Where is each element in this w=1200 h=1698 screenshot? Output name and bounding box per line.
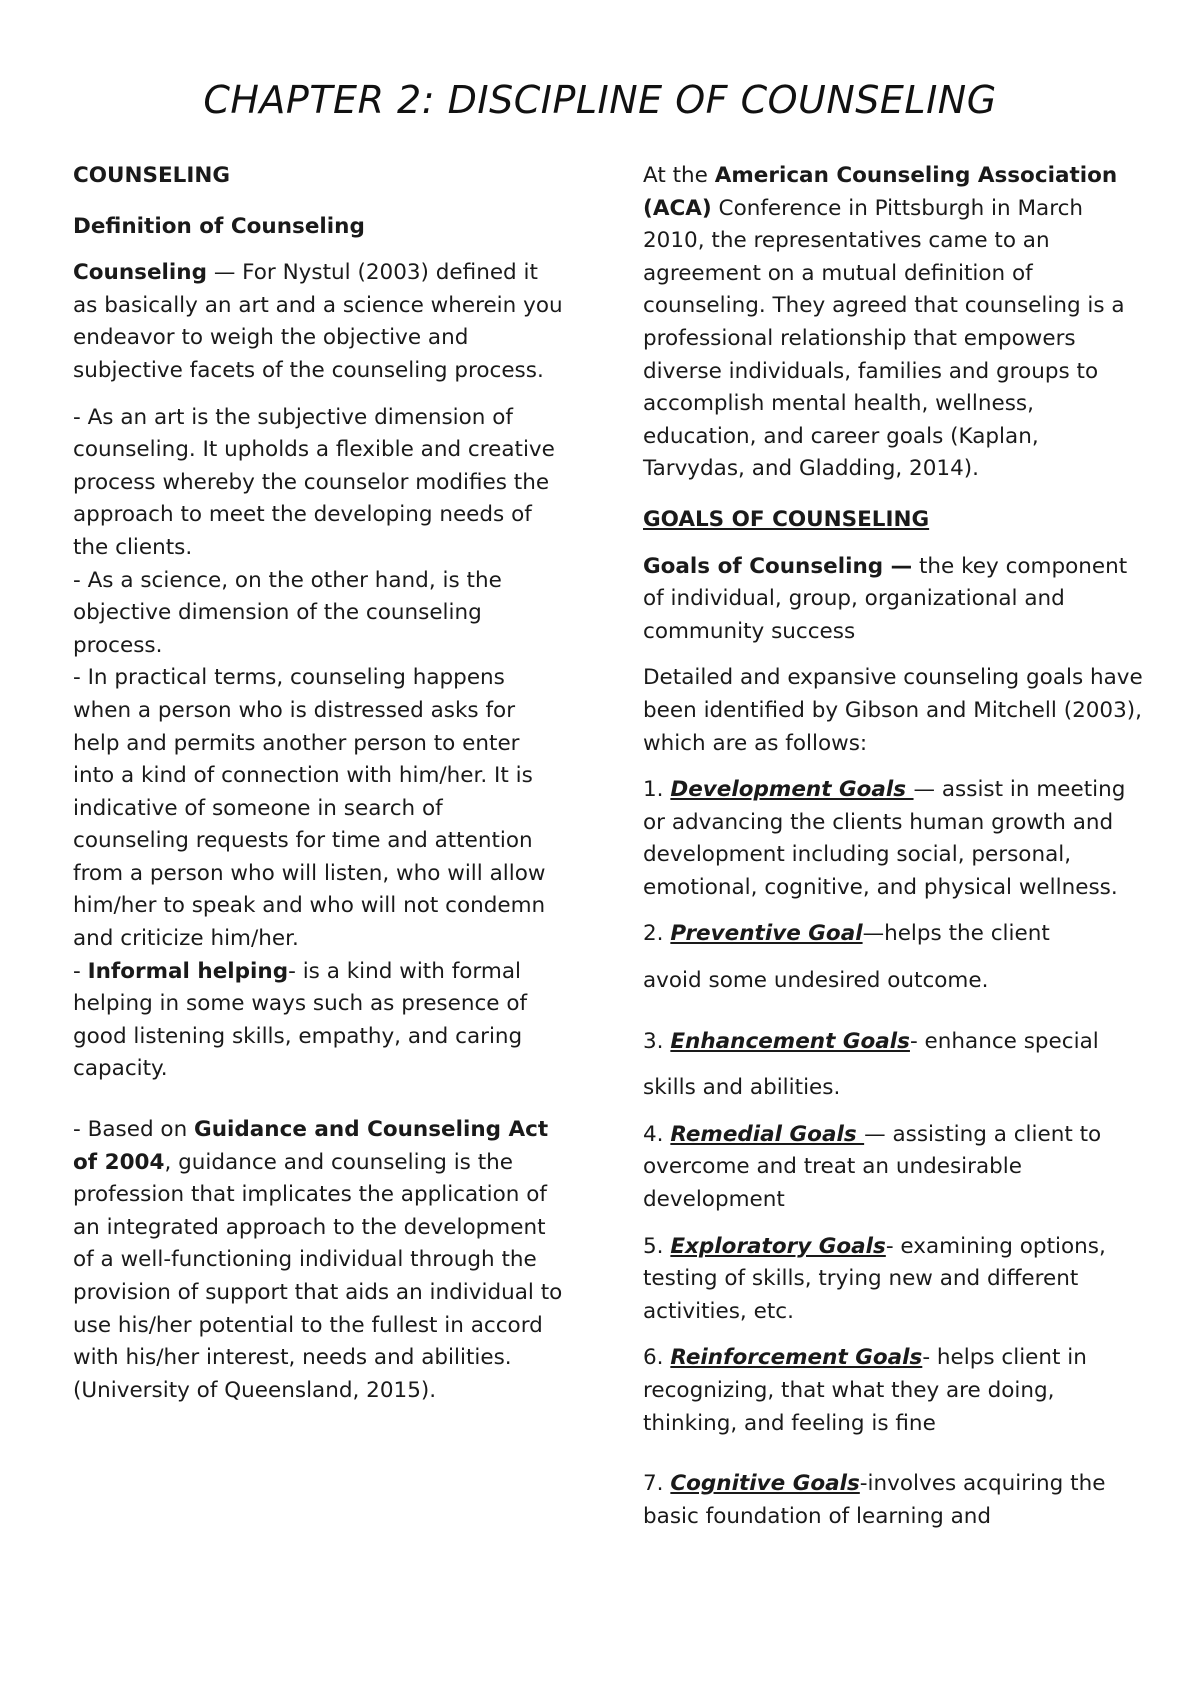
informal-helping-paragraph <box>73 956 563 1086</box>
aca-term: American Counseling Association (ACA) <box>643 163 1118 221</box>
definition-paragraph <box>73 257 563 387</box>
goals-intro-paragraph: Detailed and expansive counseling goals have been identified by Gibson and Mitchell (2003), which are as follows: <box>643 665 1143 756</box>
goal-item-enhancement-continued: skills and abilities. <box>643 1075 841 1101</box>
goal-name: Exploratory Goals <box>670 1233 886 1259</box>
right-column <box>643 160 1143 1533</box>
goal-number: 2. <box>643 921 671 947</box>
left-column <box>73 160 563 1407</box>
goals-heading: GOALS OF COUNSELING <box>643 506 930 532</box>
goal-item-enhancement <box>643 1026 1143 1059</box>
goal-item-preventive-continued: avoid some undesired outcome. <box>643 968 989 994</box>
definition-term: Counseling <box>73 260 207 286</box>
act-prefix: - Based on <box>73 1117 195 1143</box>
definition-text: — For Nystul (2003) defined it as basically an art and a science wherein you endeavor to weigh the objective and subjective facets of the counseling process. <box>73 260 563 383</box>
goal-name: Cognitive Goals <box>670 1471 860 1497</box>
informal-prefix: - <box>73 958 88 984</box>
goal-number: 4. <box>643 1121 671 1147</box>
goal-item-cognitive <box>643 1468 1143 1533</box>
goal-item-remedial <box>643 1119 1143 1217</box>
aca-paragraph <box>643 160 1143 486</box>
science-paragraph: - As a science, on the other hand, is the objective dimension of the counseling process. <box>73 567 502 658</box>
aca-prefix: At the <box>643 163 715 188</box>
goals-text: the key component of individual, group, organizational and community success <box>643 553 1128 644</box>
goal-name: Preventive Goal <box>670 921 863 947</box>
subheading-definition: Definition of Counseling <box>73 213 365 239</box>
page-title: CHAPTER 2: DISCIPLINE OF COUNSELING <box>203 78 997 122</box>
goal-name: Reinforcement Goals <box>670 1345 923 1371</box>
goal-number: 3. <box>643 1028 671 1054</box>
practical-paragraph: - In practical terms, counseling happens when a person who is distressed asks for help and permits another person to enter into a kind of connection with him/her. It is indicative of someone in search of counseling requests for time and attention from a person who will listen, who will allow him/her to speak and who will not condemn and criticize him/her. <box>73 665 546 952</box>
goal-item-reinforcement <box>643 1342 1143 1440</box>
goal-name: Enhancement Goals <box>670 1028 910 1054</box>
goal-text: — assist in meeting or advancing the clients human growth and development including social, personal, emotional, cognitive, and physical wellness. <box>643 777 1126 900</box>
act-term: Guidance and Counseling Act of 2004 <box>73 1117 549 1175</box>
goal-number: 5. <box>643 1233 671 1259</box>
goal-number: 7. <box>643 1471 671 1497</box>
goals-term: Goals of Counseling — <box>643 553 913 579</box>
goal-number: 1. <box>643 777 671 803</box>
goal-text: —helps the client <box>862 921 1050 947</box>
informal-helping-term: Informal helping <box>87 958 289 984</box>
goal-name: Development Goals <box>670 777 914 803</box>
goal-text: -involves acquiring the basic foundation of learning and <box>643 1471 1106 1529</box>
goal-item-development <box>643 774 1143 904</box>
goal-text: - examining options, testing of skills, trying new and different activities, etc. <box>643 1233 1106 1324</box>
goals-definition-paragraph <box>643 551 1143 649</box>
goal-number: 6. <box>643 1345 671 1371</box>
goal-text: - enhance special <box>909 1028 1099 1054</box>
goal-item-exploratory <box>643 1231 1143 1329</box>
act-text: , guidance and counseling is the profession that implicates the application of an integrated approach to the development of a well-functioning individual through the provision of support that aids an individual to use his/her potential to the fullest in accord with his/her interest, needs and abilities. (University of Queensland, 2015). <box>73 1149 563 1403</box>
goal-item-preventive <box>643 918 1143 951</box>
goal-name: Remedial Goals <box>670 1121 865 1147</box>
goal-text: — assisting a client to overcome and treat an undesirable development <box>643 1121 1102 1213</box>
art-paragraph: - As an art is the subjective dimension of counseling. It upholds a flexible and creative process whereby the counselor modifies the approach to meet the developing needs of the clients. <box>73 404 555 560</box>
act-paragraph <box>73 1114 563 1407</box>
section-heading-counseling: COUNSELING <box>73 163 231 188</box>
aca-text: Conference in Pittsburgh in March 2010, the representatives came to an agreement on a mutual definition of counseling. They agreed that counseling is a professional relationship that empowers diverse individuals, families and groups to accomplish mental health, wellness, education, and career goals (Kaplan, Tarvydas, and Gladding, 2014). <box>643 195 1125 482</box>
goal-text: - helps client in recognizing, that what they are doing, thinking, and feeling is fine <box>643 1345 1087 1436</box>
informal-helping-text: - is a kind with formal helping in some ways such as presence of good listening skills, empathy, and caring capacity. <box>73 958 528 1082</box>
